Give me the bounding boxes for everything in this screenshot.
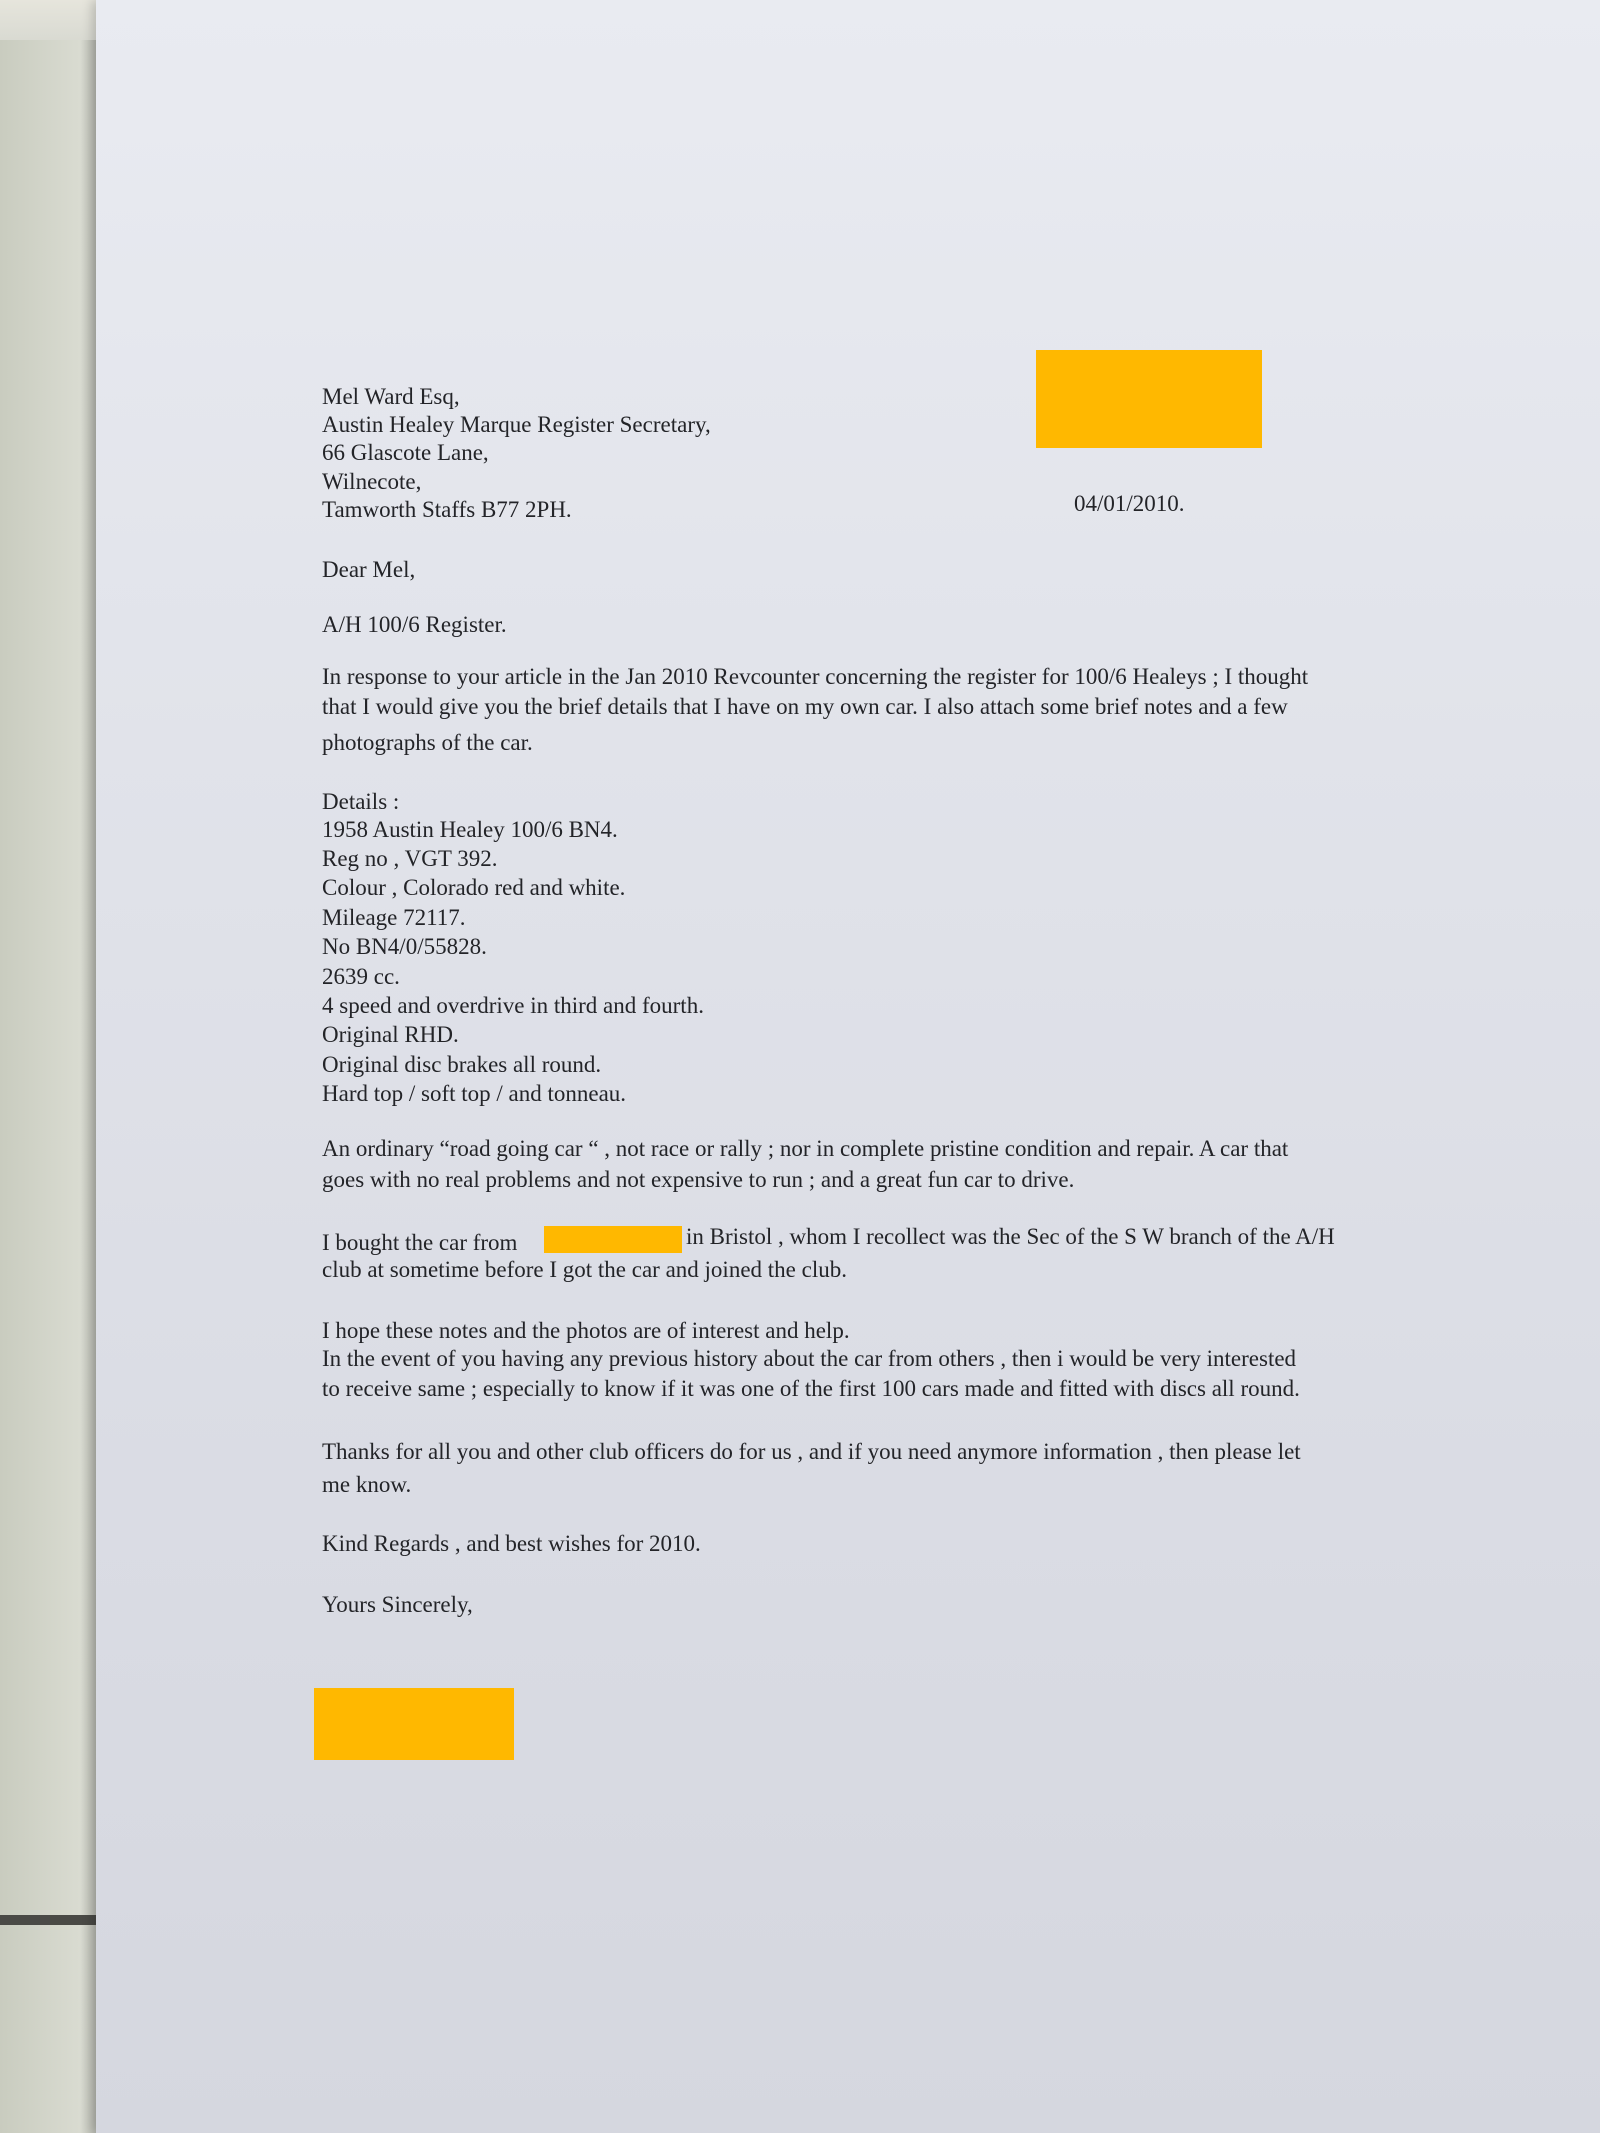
thanks-paragraph-line: me know. — [322, 1472, 412, 1497]
details-item: Reg no , VGT 392. — [322, 846, 498, 871]
details-item: No BN4/0/55828. — [322, 934, 487, 959]
seller-name-redaction — [544, 1226, 682, 1253]
details-item: 1958 Austin Healey 100/6 BN4. — [322, 817, 618, 842]
recipient-town: Wilnecote, — [322, 469, 422, 494]
intro-line: photographs of the car. — [322, 730, 533, 755]
recipient-name: Mel Ward Esq, — [322, 384, 460, 409]
recipient-title: Austin Healey Marque Register Secretary, — [322, 412, 711, 437]
thanks-paragraph-line: Thanks for all you and other club officers do for us , and if you need anymore information , then please let — [322, 1439, 1301, 1464]
intro-line: In response to your article in the Jan 2010 Revcounter concerning the register for 100/6 Healeys ; I thought — [322, 664, 1309, 689]
details-item: Hard top / soft top / and tonneau. — [322, 1081, 627, 1106]
letter-date: 04/01/2010. — [1074, 491, 1185, 516]
details-heading: Details : — [322, 789, 400, 814]
details-item: Colour , Colorado red and white. — [322, 875, 626, 900]
sender-address-redaction — [1036, 350, 1262, 448]
recipient-street: 66 Glascote Lane, — [322, 440, 489, 465]
closing: Yours Sincerely, — [322, 1592, 473, 1617]
bought-paragraph-start: I bought the car from — [322, 1230, 518, 1255]
details-item: 2639 cc. — [322, 964, 400, 989]
bought-paragraph-rest: in Bristol , whom I recollect was the Sec of the S W branch of the A/H — [686, 1224, 1335, 1249]
details-item: Original disc brakes all round. — [322, 1052, 602, 1077]
kind-regards: Kind Regards , and best wishes for 2010. — [322, 1531, 701, 1556]
car-paragraph-line: goes with no real problems and not expensive to run ; and a great fun car to drive. — [322, 1167, 1075, 1192]
details-item: Original RHD. — [322, 1022, 459, 1047]
desk-backdrop-seam — [0, 1915, 100, 1925]
hope-paragraph-line: I hope these notes and the photos are of interest and help. — [322, 1318, 850, 1343]
signature-redaction — [314, 1688, 514, 1760]
hope-paragraph-line: to receive same ; especially to know if it was one of the first 100 cars made and fitted with discs all round. — [322, 1376, 1300, 1401]
car-paragraph-line: An ordinary “road going car “ , not race or rally ; nor in complete pristine condition and repair. A car that — [322, 1136, 1289, 1161]
bought-paragraph-line2: club at sometime before I got the car and joined the club. — [322, 1257, 847, 1282]
letter-page — [96, 0, 1600, 2133]
hope-paragraph-line: In the event of you having any previous history about the car from others , then i would be very interested — [322, 1346, 1297, 1371]
subject-line: A/H 100/6 Register. — [322, 612, 507, 637]
intro-line: that I would give you the brief details that I have on my own car. I also attach some brief notes and a few — [322, 694, 1288, 719]
details-item: 4 speed and overdrive in third and fourth. — [322, 993, 704, 1018]
details-item: Mileage 72117. — [322, 905, 466, 930]
salutation: Dear Mel, — [322, 557, 416, 582]
desk-backdrop-left — [0, 40, 100, 2133]
recipient-city: Tamworth Staffs B77 2PH. — [322, 497, 572, 522]
